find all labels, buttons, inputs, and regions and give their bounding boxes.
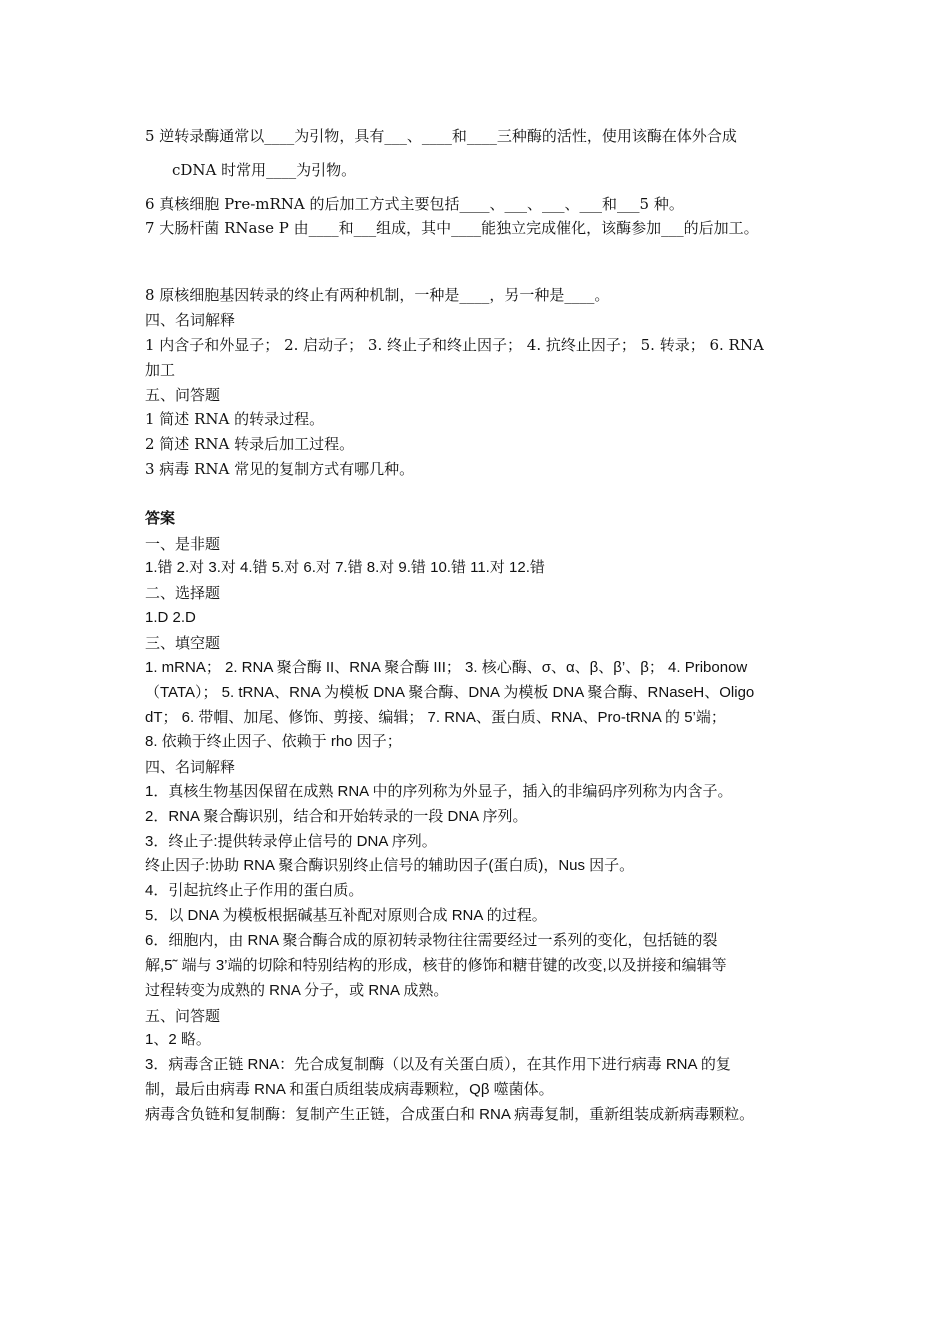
- answers-section-4-title: 四、名词解释: [145, 758, 236, 776]
- answers-section-3-line-3: dT； 6. 带帽、加尾、修饰、剪接、编辑； 7. RNA、蛋白质、RNA、Pro-tRNA 的 5’端；: [145, 709, 726, 726]
- answers-term-1: 1．真核生物基因保留在成熟 RNA 中的序列称为外显子，插入的非编码序列称为内含子。: [145, 783, 733, 800]
- question-7: 7 大肠杆菌 RNase P 由____和___组成，其中____能独立完成催化，该酶参加___的后加工。: [145, 219, 759, 237]
- answers-term-6-line-2: 解,5˜ 端与 3’端的切除和特别结构的形成，核苷的修饰和糖苷键的改变,以及拼接和编辑等: [145, 957, 727, 974]
- terms-line-2: 加工: [145, 361, 176, 379]
- answers-essay-1-2: 1、2 略。: [145, 1031, 211, 1048]
- essay-question-3: 3 病毒 RNA 常见的复制方式有哪几种。: [145, 460, 415, 478]
- answers-section-2-title: 二、选择题: [145, 584, 221, 602]
- essay-question-2: 2 简述 RNA 转录后加工过程。: [145, 435, 355, 453]
- question-6: 6 真核细胞 Pre-mRNA 的后加工方式主要包括____、___、___、___和___5 种。: [145, 195, 684, 213]
- answers-section-3-line-1: 1. mRNA； 2. RNA 聚合酶 II、RNA 聚合酶 III； 3. 核心酶、σ、α、β、β’、β； 4. Pribonow: [145, 659, 748, 676]
- answers-section-1-title: 一、是非题: [145, 535, 221, 553]
- answers-section-5-title: 五、问答题: [145, 1007, 221, 1025]
- answers-essay-3-line-2: 制，最后由病毒 RNA 和蛋白质组装成病毒颗粒，Qβ 噬菌体。: [145, 1081, 554, 1098]
- terms-line-1: 1 内含子和外显子； 2. 启动子； 3. 终止子和终止因子； 4. 抗终止因子； 5. 转录； 6. RNA: [145, 336, 764, 354]
- answers-heading: 答案: [145, 510, 176, 527]
- answers-essay-3-line-1: 3．病毒含正链 RNA：先合成复制酶（以及有关蛋白质），在其作用下进行病毒 RNA 的复: [145, 1056, 731, 1073]
- answers-term-3b: 终止因子:协助 RNA 聚合酶识别终止信号的辅助因子(蛋白质)，Nus 因子。: [145, 857, 635, 874]
- section-5-title: 五、问答题: [145, 386, 221, 404]
- essay-question-1: 1 简述 RNA 的转录过程。: [145, 410, 325, 428]
- answers-term-6-line-1: 6．细胞内，由 RNA 聚合酶合成的原初转录物往往需要经过一系列的变化，包括链的裂: [145, 932, 718, 949]
- answers-term-2: 2．RNA 聚合酶识别，结合和开始转录的一段 DNA 序列。: [145, 808, 528, 825]
- answers-term-3: 3．终止子:提供转录停止信号的 DNA 序列。: [145, 833, 437, 850]
- answers-term-4: 4．引起抗终止子作用的蛋白质。: [145, 882, 364, 899]
- section-4-title: 四、名词解释: [145, 311, 236, 329]
- answers-section-3-line-2: （TATA）； 5. tRNA、RNA 为模板 DNA 聚合酶、DNA 为模板 DNA 聚合酶、RNaseH、Oligo: [145, 684, 755, 701]
- question-5-line-2: cDNA 时常用____为引物。: [172, 161, 357, 179]
- answers-section-3-line-4: 8. 依赖于终止因子、依赖于 rho 因子；: [145, 733, 402, 750]
- answers-section-1-content: 1.错 2.对 3.对 4.错 5.对 6.对 7.错 8.对 9.错 10.错 11.对 12.错: [145, 559, 545, 576]
- answers-essay-3-line-3: 病毒含负链和复制酶：复制产生正链，合成蛋白和 RNA 病毒复制，重新组装成新病毒颗粒。: [145, 1106, 755, 1123]
- answers-section-2-content: 1.D 2.D: [145, 609, 196, 626]
- answers-section-3-title: 三、填空题: [145, 634, 221, 652]
- answers-term-6-line-3: 过程转变为成熟的 RNA 分子，或 RNA 成熟。: [145, 982, 449, 999]
- question-5-line-1: 5 逆转录酶通常以____为引物，具有___、____和____三种酶的活性，使用该酶在体外合成: [145, 127, 737, 145]
- question-8: 8 原核细胞基因转录的终止有两种机制，一种是____，另一种是____。: [145, 286, 610, 304]
- answers-term-5: 5．以 DNA 为模板根据碱基互补配对原则合成 RNA 的过程。: [145, 907, 547, 924]
